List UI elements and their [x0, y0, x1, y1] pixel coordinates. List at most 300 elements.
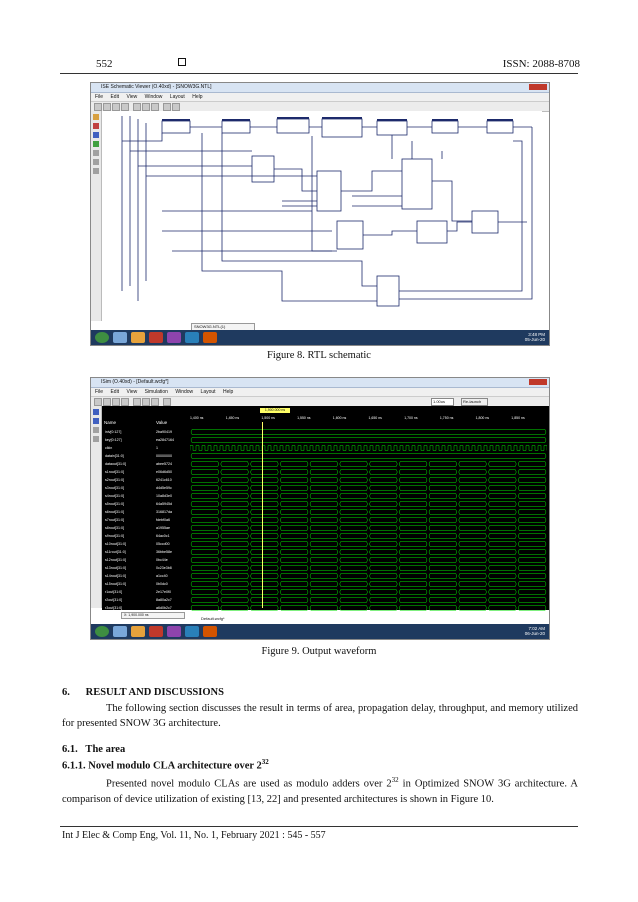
- signal-name: s1rout[31:0]: [105, 470, 124, 474]
- schematic-canvas: [102, 111, 542, 321]
- bus-segment: [221, 542, 249, 547]
- toolbar-button[interactable]: [121, 398, 129, 406]
- signal-value: ea2847164: [156, 438, 174, 442]
- bus-segment: [518, 542, 546, 547]
- bus-segment: [340, 598, 368, 603]
- signal-value: 0c23e3b8: [156, 566, 172, 570]
- bus-segment: [459, 518, 487, 523]
- time-cursor[interactable]: [262, 422, 263, 608]
- bus-segment: [251, 470, 279, 475]
- bus-segment: [310, 518, 338, 523]
- close-icon[interactable]: [529, 84, 547, 90]
- toolbar-button[interactable]: [172, 103, 180, 111]
- signal-row[interactable]: [102, 460, 190, 468]
- window-title: ISE Schematic Viewer (O.40xd) - [SNOW3G.NTL]: [101, 84, 212, 90]
- signal-value: 0bc44e: [156, 558, 168, 562]
- bus-segment: [191, 470, 219, 475]
- footer-citation: Int J Elec & Comp Eng, Vol. 11, No. 1, February 2021 : 545 - 557: [62, 830, 326, 841]
- bus-segment: [459, 534, 487, 539]
- bus-segment: [280, 590, 308, 595]
- signal-value: a6d0b2c7: [156, 606, 172, 610]
- bus-segment: [459, 582, 487, 587]
- bus-segment: [310, 542, 338, 547]
- signal-value: d4d5e59c: [156, 486, 172, 490]
- signal-row[interactable]: [102, 588, 190, 596]
- wcfg-tab[interactable]: Default.wcfg*: [201, 616, 225, 621]
- signal-name: s6rout[31:0]: [105, 510, 124, 514]
- taskbar: [91, 330, 549, 345]
- signal-row[interactable]: [102, 548, 190, 556]
- signal-row[interactable]: [102, 444, 190, 452]
- signal-value: fdebf0a6: [156, 518, 170, 522]
- bus-segment: [251, 566, 279, 571]
- bus-segment: [459, 470, 487, 475]
- bus-segment: [221, 462, 249, 467]
- bus-segment: [251, 574, 279, 579]
- bus-segment: [399, 606, 427, 611]
- bus-segment: [429, 534, 457, 539]
- close-icon[interactable]: [529, 379, 547, 385]
- signal-row[interactable]: [102, 604, 190, 612]
- bus-segment: [310, 510, 338, 515]
- bus-segment: [221, 470, 249, 475]
- bus-segment: [191, 606, 219, 611]
- menu-window[interactable]: Window: [175, 389, 194, 395]
- bus-segment: [251, 590, 279, 595]
- toolbar-button[interactable]: [133, 398, 141, 406]
- bus-segment: [251, 510, 279, 515]
- clock-date: 06-Jun-20: [524, 631, 545, 636]
- time-mark: 1,700 ns: [404, 416, 418, 420]
- bus-segment: [489, 582, 517, 587]
- signal-row[interactable]: [102, 476, 190, 484]
- signal-row[interactable]: [102, 532, 190, 540]
- toolbar-button[interactable]: [103, 398, 111, 406]
- bus-segment: [459, 574, 487, 579]
- bus-segment: [429, 486, 457, 491]
- signal-row[interactable]: [102, 508, 190, 516]
- app-icon[interactable]: [185, 332, 199, 343]
- bus-segment: [370, 606, 398, 611]
- toolbar-button[interactable]: [103, 103, 111, 111]
- bus-segment: [370, 494, 398, 499]
- bus-segment: [191, 438, 546, 443]
- toolbar-button[interactable]: [163, 398, 171, 406]
- tool-icon[interactable]: [93, 427, 99, 433]
- bus-segment: [518, 598, 546, 603]
- menu-view[interactable]: View: [126, 94, 138, 100]
- bus-segment: [399, 550, 427, 555]
- toolbar-button[interactable]: [112, 103, 120, 111]
- bus-segment: [399, 534, 427, 539]
- bus-segment: [489, 462, 517, 467]
- bus-segment: [518, 478, 546, 483]
- bus-segment: [191, 590, 219, 595]
- toolbar-button[interactable]: [151, 103, 159, 111]
- toolbar-button[interactable]: [94, 103, 102, 111]
- bus-segment: [191, 526, 219, 531]
- bus-segment: [280, 470, 308, 475]
- bus-segment: [221, 534, 249, 539]
- menu-layout[interactable]: Layout: [200, 389, 216, 395]
- app-icon[interactable]: [203, 626, 217, 637]
- bus-segment: [459, 526, 487, 531]
- bus-segment: [518, 510, 546, 515]
- app-icon[interactable]: [149, 332, 163, 343]
- bus-segment: [280, 582, 308, 587]
- bus-segment: [310, 494, 338, 499]
- signal-value: 2ba90419: [156, 430, 172, 434]
- run-time-field[interactable]: 1.00us: [431, 398, 454, 406]
- taskbar: [91, 624, 549, 639]
- bus-segment: [489, 590, 517, 595]
- bus-segment: [489, 518, 517, 523]
- bus-segment: [370, 518, 398, 523]
- value-column-header: Value: [156, 420, 168, 425]
- bus-segment: [310, 486, 338, 491]
- clock-trace: [190, 446, 547, 451]
- bus-segment: [191, 534, 219, 539]
- bus-segment: [429, 590, 457, 595]
- bus-segment: [459, 478, 487, 483]
- bus-segment: [518, 606, 546, 611]
- signal-name: s8rout[31:0]: [105, 526, 124, 530]
- bus-segment: [280, 606, 308, 611]
- bus-segment: [399, 566, 427, 571]
- bus-segment: [340, 606, 368, 611]
- start-icon[interactable]: [95, 626, 109, 637]
- window-title: ISim (O.40xd) - [Default.wcfg*]: [101, 379, 169, 385]
- toolbar-button[interactable]: [94, 398, 102, 406]
- toolbar-button[interactable]: [112, 398, 120, 406]
- browser-icon[interactable]: [113, 626, 127, 637]
- toolbar-button[interactable]: [151, 398, 159, 406]
- bus-segment: [191, 454, 546, 459]
- bus-segment: [399, 494, 427, 499]
- bus-segment: [429, 502, 457, 507]
- system-tray: [525, 626, 545, 636]
- tool-icon[interactable]: [93, 168, 99, 174]
- bus-segment: [370, 534, 398, 539]
- signal-value: 05ccd00: [156, 542, 170, 546]
- bus-segment: [370, 542, 398, 547]
- signal-row[interactable]: [102, 572, 190, 580]
- signal-row[interactable]: [102, 580, 190, 588]
- tool-icon[interactable]: [93, 132, 99, 138]
- time-mark: 1,650 ns: [368, 416, 382, 420]
- signal-value: 8a80a2c7: [156, 598, 172, 602]
- tool-icon[interactable]: [93, 436, 99, 442]
- subsubsection-heading: [62, 758, 269, 772]
- subsection-heading: 6.1. The area: [62, 744, 126, 755]
- bus-segment: [251, 502, 279, 507]
- bus-segment: [191, 478, 219, 483]
- paragraph-exponent: 32: [391, 776, 399, 784]
- signal-row[interactable]: [102, 516, 190, 524]
- bus-segment: [221, 606, 249, 611]
- window-titlebar: [91, 83, 549, 93]
- section-heading: 6. RESULT AND DISCUSSIONS: [62, 687, 224, 698]
- bus-segment: [251, 486, 279, 491]
- tool-icon[interactable]: [93, 141, 99, 147]
- folder-icon[interactable]: [131, 332, 145, 343]
- browser-icon[interactable]: [113, 332, 127, 343]
- bus-segment: [370, 470, 398, 475]
- toolbar-button[interactable]: [133, 103, 141, 111]
- time-mark: 1,600 ns: [332, 416, 347, 420]
- menu-layout[interactable]: Layout: [169, 94, 185, 100]
- menu-help[interactable]: Help: [222, 389, 234, 395]
- bus-segment: [280, 510, 308, 515]
- bus-segment: [340, 502, 368, 507]
- signal-name: s7rout[31:0]: [105, 518, 124, 522]
- bus-segment: [310, 606, 338, 611]
- signal-name: clkin: [105, 446, 113, 450]
- bus-segment: [399, 502, 427, 507]
- clock-date: 05-Jun-20: [524, 337, 545, 342]
- bus-segment: [340, 518, 368, 523]
- signal-row[interactable]: [102, 492, 190, 500]
- page-number: 552: [96, 58, 113, 70]
- signal-name: s4rout[31:0]: [105, 494, 124, 498]
- side-toolstrip: [91, 406, 102, 608]
- app-icon[interactable]: [185, 626, 199, 637]
- bus-segment: [280, 550, 308, 555]
- bus-segment: [221, 526, 249, 531]
- bus-segment: [518, 550, 546, 555]
- tool-icon[interactable]: [93, 114, 99, 120]
- bus-segment: [489, 502, 517, 507]
- bus-segment: [221, 550, 249, 555]
- bus-segment: [310, 534, 338, 539]
- folder-icon[interactable]: [131, 626, 145, 637]
- signal-row[interactable]: [102, 452, 190, 460]
- signal-value: 64a5945d: [156, 502, 172, 506]
- zoom-icon[interactable]: [93, 409, 99, 415]
- signal-name: datain[31:0]: [105, 454, 124, 458]
- side-toolstrip: [91, 111, 102, 321]
- app-icon[interactable]: [167, 626, 181, 637]
- bus-segment: [399, 542, 427, 547]
- signal-row[interactable]: [102, 428, 190, 436]
- bus-segment: [251, 478, 279, 483]
- signal-row[interactable]: [102, 484, 190, 492]
- bus-segment: [399, 510, 427, 515]
- bus-segment: [370, 550, 398, 555]
- toolbar-button[interactable]: [121, 103, 129, 111]
- signal-name: s5rout[31:0]: [105, 502, 124, 506]
- bus-segment: [429, 510, 457, 515]
- bus-segment: [310, 462, 338, 467]
- signal-value: 6241c610: [156, 478, 172, 482]
- signal-row[interactable]: [102, 468, 190, 476]
- bus-segment: [489, 486, 517, 491]
- bus-segment: [310, 526, 338, 531]
- footer-rule: [60, 826, 578, 827]
- bus-segment: [191, 510, 219, 515]
- time-mark: 1,800 ns: [475, 416, 490, 420]
- menu-help[interactable]: Help: [192, 94, 203, 100]
- bus-segment: [459, 462, 487, 467]
- bus-segment: [251, 534, 279, 539]
- bus-segment: [429, 542, 457, 547]
- zoom-icon[interactable]: [93, 418, 99, 424]
- subsubsection-text: 6.1.1. Novel modulo CLA architecture over 2: [62, 760, 262, 772]
- signal-row[interactable]: [102, 436, 190, 444]
- bus-segment: [489, 550, 517, 555]
- relaunch-button[interactable]: Re-launch: [461, 398, 488, 406]
- bus-segment: [340, 486, 368, 491]
- signal-name: s12rout[31:0]: [105, 558, 126, 562]
- bus-segment: [191, 550, 219, 555]
- signal-value: 2e17e0f0: [156, 590, 171, 594]
- bus-segment: [340, 470, 368, 475]
- bus-segment: [251, 518, 279, 523]
- bus-segment: [429, 558, 457, 563]
- bus-segment: [191, 558, 219, 563]
- bus-segment: [280, 486, 308, 491]
- bus-segment: [310, 502, 338, 507]
- bus-segment: [280, 598, 308, 603]
- bus-segment: [340, 566, 368, 571]
- bus-segment: [489, 478, 517, 483]
- bus-segment: [340, 462, 368, 467]
- bus-segment: [370, 566, 398, 571]
- bus-segment: [429, 462, 457, 467]
- bus-segment: [191, 566, 219, 571]
- tool-icon[interactable]: [93, 150, 99, 156]
- bus-segment: [280, 574, 308, 579]
- bus-segment: [310, 590, 338, 595]
- signal-name: r3out[31:0]: [105, 606, 123, 610]
- bus-segment: [310, 566, 338, 571]
- menu-bar: [91, 93, 549, 102]
- signal-name: s14rout[31:0]: [105, 574, 126, 578]
- menu-simulation[interactable]: Simulation: [144, 389, 168, 395]
- bus-segment: [280, 558, 308, 563]
- bus-segment: [221, 558, 249, 563]
- bus-segment: [221, 502, 249, 507]
- bus-segment: [191, 486, 219, 491]
- signal-row[interactable]: [102, 524, 190, 532]
- bus-segment: [399, 486, 427, 491]
- signal-value: 64ac0c1: [156, 534, 170, 538]
- bus-segment: [399, 526, 427, 531]
- signal-row[interactable]: [102, 596, 190, 604]
- signal-value: e06d6d50: [156, 470, 172, 474]
- bus-segment: [399, 462, 427, 467]
- app-icon[interactable]: [167, 332, 181, 343]
- bus-segment: [370, 598, 398, 603]
- bus-segment: [489, 510, 517, 515]
- bus-segment: [251, 606, 279, 611]
- bus-segment: [251, 558, 279, 563]
- bus-segment: [429, 526, 457, 531]
- bus-segment: [280, 526, 308, 531]
- signal-row[interactable]: [102, 540, 190, 548]
- bus-segment: [280, 494, 308, 499]
- bus-segment: [489, 558, 517, 563]
- bus-segment: [459, 598, 487, 603]
- menu-edit[interactable]: Edit: [110, 389, 120, 395]
- toolbar-button[interactable]: [163, 103, 171, 111]
- start-icon[interactable]: [95, 332, 109, 343]
- signal-name: dataout[31:0]: [105, 462, 126, 466]
- bus-segment: [489, 526, 517, 531]
- toolbar-button[interactable]: [142, 103, 150, 111]
- bus-segment: [340, 558, 368, 563]
- menu-window[interactable]: Window: [144, 94, 163, 100]
- cursor-label: 1,900.000 ns: [260, 408, 290, 413]
- bus-segment: [459, 590, 487, 595]
- bus-segment: [221, 494, 249, 499]
- bus-segment: [399, 478, 427, 483]
- bus-segment: [518, 486, 546, 491]
- bus-segment: [459, 606, 487, 611]
- menu-view[interactable]: View: [126, 389, 138, 395]
- figure-9-screenshot: [90, 377, 550, 640]
- bus-segment: [310, 478, 338, 483]
- app-icon[interactable]: [203, 332, 217, 343]
- bus-segment: [459, 542, 487, 547]
- figure-8-screenshot: [90, 82, 550, 346]
- bus-segment: [370, 502, 398, 507]
- schematic-tab[interactable]: SNOW3G.NTL(1): [191, 323, 255, 331]
- toolbar-button[interactable]: [142, 398, 150, 406]
- bus-segment: [191, 502, 219, 507]
- signal-row[interactable]: [102, 564, 190, 572]
- signal-row[interactable]: [102, 556, 190, 564]
- bus-segment: [399, 558, 427, 563]
- signal-value: abee5724: [156, 462, 172, 466]
- bus-segment: [310, 470, 338, 475]
- status-field: X: 1,900.000 ns: [121, 612, 185, 619]
- bus-segment: [251, 542, 279, 547]
- menu-file[interactable]: File: [95, 389, 104, 395]
- paragraph-part-1: Presented novel modulo CLAs are used as modulo adders over 2: [106, 778, 392, 790]
- signal-name: r2out[31:0]: [105, 598, 123, 602]
- bus-segment: [429, 606, 457, 611]
- bus-segment: [489, 494, 517, 499]
- signal-name: s11rout[31:0]: [105, 550, 126, 554]
- bus-segment: [518, 526, 546, 531]
- tool-icon[interactable]: [93, 123, 99, 129]
- bus-segment: [251, 526, 279, 531]
- bus-segment: [518, 574, 546, 579]
- bus-segment: [399, 582, 427, 587]
- bus-segment: [489, 574, 517, 579]
- signal-name: s3rout[31:0]: [105, 486, 124, 490]
- menu-bar: [91, 388, 549, 397]
- signal-name: s15rout[31:0]: [105, 582, 126, 586]
- app-icon[interactable]: [149, 626, 163, 637]
- signal-row[interactable]: [102, 500, 190, 508]
- bus-segment: [251, 462, 279, 467]
- bus-segment: [370, 486, 398, 491]
- bus-segment: [518, 470, 546, 475]
- menu-edit[interactable]: Edit: [110, 94, 120, 100]
- signal-name: iniv[0:127]: [105, 430, 122, 434]
- bus-segment: [459, 550, 487, 555]
- signal-value: 10a8d3e0: [156, 494, 172, 498]
- bus-segment: [459, 558, 487, 563]
- tool-icon[interactable]: [93, 159, 99, 165]
- bus-segment: [518, 566, 546, 571]
- bus-segment: [489, 470, 517, 475]
- menu-file[interactable]: File: [95, 94, 104, 100]
- bus-segment: [370, 590, 398, 595]
- signal-value: 1: [156, 446, 158, 450]
